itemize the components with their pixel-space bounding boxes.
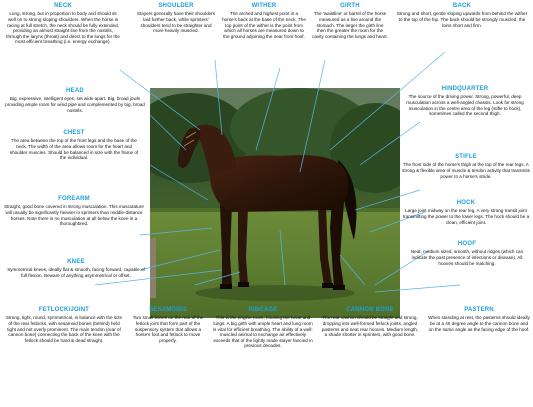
- label-fetlock: [4, 307, 124, 343]
- label-hock: [402, 200, 530, 225]
- shoulder-text: Stayers generally have their shoulders laid further back, while sprinters' shoulders tend to be straighter and more heavily muscled.: [136, 11, 216, 34]
- label-knee: [6, 259, 146, 279]
- hock-text: Large joint midway on the rear leg. A very strong transit joint transmitting the power to the lower legs. The hock should be a clean, efficient joint.: [402, 208, 530, 225]
- sesamoids-title: SESAMOIDS: [149, 307, 187, 313]
- hindquarter-text: The source of the driving power. Strong, powerful, deep musculation across a well-angled chassis. Look for strong musculation in the centre area of the leg (stifle to hock), sometimes called the second thigh.: [406, 94, 524, 117]
- chest-text: The area between the top of the front legs and the base of the neck. The width of the area allows room for the heart and shoulder muscles. Should be balanced in size with the frame of the individual.: [9, 138, 139, 161]
- leader-cannon: [340, 255, 365, 285]
- back-title: BACK: [452, 3, 472, 9]
- label-chest: [8, 130, 140, 161]
- leader-sesamoids: [195, 272, 240, 285]
- fetlock-text: Strong, tight, round, symmetrical, in balance with the size of the rear fetlocks, with sesamoid bones (behind) held tight and not overly prominent. The main tendon (rear of cannon bone) connecting the back of the knee with the fetlock should be hard & dead straight.: [5, 315, 123, 343]
- leader-knee: [140, 250, 220, 270]
- leader-shoulder: [215, 60, 222, 135]
- chest-title: CHEST: [63, 130, 85, 136]
- label-wither: [222, 3, 306, 39]
- stifle-title: STIFLE: [455, 154, 477, 160]
- wither-title: WITHER: [251, 3, 277, 9]
- label-neck: [6, 3, 120, 45]
- sesamoids-text: Two small bones on the rear of the fetlock joint that form part of the suspensory system that allows a horse's foot and fetlock to move properly.: [132, 315, 204, 343]
- leader-ribcage: [280, 230, 285, 285]
- ribcage-title: RIBCAGE: [248, 307, 278, 313]
- head-text: Big, expressive, intelligent eyes, set wide apart. Big, broad jowls providing ample room for wind pipe and complemented by big, broad nostrils.: [5, 96, 145, 113]
- leader-head: [150, 115, 186, 150]
- fetlock-title: FETLOCK/JOINT: [38, 307, 90, 313]
- label-head: [4, 88, 146, 113]
- ribcage-text: This is the engine room, housing the heart and lungs. A big girth with ample heart and lung room is vital for efficient breathing. The ability of a well-muscled animal to exchange air effectively exceeds that of the lightly made stayer fancied in previous decades.: [213, 315, 313, 349]
- pastern-title: PASTERN: [464, 307, 494, 313]
- shoulder-title: SHOULDER: [158, 3, 194, 9]
- label-girth: [312, 3, 388, 39]
- leader-pastern: [375, 285, 460, 292]
- forearm-title: FOREARM: [58, 196, 90, 202]
- cannon-title: CANNON BONE: [346, 307, 394, 313]
- cannon-text: The rear cannon should be straight and strong, dropping into well-formed fetlock joints, angled pasterns and neat rear hooves. Medium length, a shade shorter in sprinters, with good bone.: [321, 315, 419, 338]
- label-back: [396, 3, 528, 28]
- hindquarter-title: HINDQUARTER: [441, 86, 489, 92]
- label-ribcage: [212, 307, 314, 349]
- wither-text: The arched and highest point in a horse's back at the base of the neck. The top point of the wither is the point from which all horses are measured down to the ground adjoining the near front hoof.: [222, 11, 306, 39]
- knee-title: KNEE: [67, 259, 85, 265]
- neck-title: NECK: [54, 3, 72, 9]
- label-shoulder: [136, 3, 216, 34]
- knee-text: Symmetrical knees, ideally flat & smooth, facing forward, capable of full flexion. Beware of anything asymmetrical or offset.: [7, 267, 145, 278]
- girth-title: GIRTH: [340, 3, 360, 9]
- label-forearm: [4, 196, 144, 227]
- label-sesamoids: [132, 307, 204, 343]
- leader-forearm: [140, 228, 212, 235]
- hock-title: HOCK: [456, 200, 476, 206]
- label-cannon: [320, 307, 420, 338]
- head-title: HEAD: [66, 88, 84, 94]
- leader-wither: [256, 68, 280, 150]
- neck-text: Long, strong, but in proportion to body and should sit well on to strong sloping shoulders. When the horse is racing at full stretch, the neck should be fully extended, providing an almost straight line from the nostrils, through the larynx (throat) and direct to the lungs for the most efficient breathing (i.e. energy exchange).: [6, 11, 120, 45]
- label-hindquarter: [400, 86, 530, 117]
- label-stifle: [402, 154, 530, 179]
- hoof-text: Neat, medium sized, smooth, without ridges (which can indicate the past presence of infections or disease). All hooves should be matching.: [410, 249, 524, 266]
- leader-girth: [300, 60, 325, 172]
- leader-chest: [150, 165, 208, 200]
- stifle-text: The front side of the horse's thigh at the top of the rear legs. A strong & flexible area of muscle & tendon activity that transmits power to a horse's stride.: [402, 162, 530, 179]
- pastern-text: When standing at rest, the pasterns should ideally be at a 45 degree angle to the cannon bone and on the same angle as the facing edge of the hoof.: [428, 315, 530, 332]
- label-pastern: [428, 307, 530, 332]
- hoof-title: HOOF: [457, 241, 477, 247]
- forearm-text: Straight, good bone covered in strong musculation. This musculature will usually be significantly heavier in sprinters than middle-distance horses. Note there is no musculation at all below the knee in a thoroughbred.: [4, 204, 144, 227]
- girth-text: The 'waistline' or barrel of the horse measured as a line around the stomach. The larger the girth line then the greater the room for the cavity containing the lungs and heart.: [312, 11, 388, 39]
- label-hoof: [404, 241, 530, 266]
- back-text: Strong and short, gentle sloping upwards from behind the wither to the top of the hip. The back should be strongly muscled, the loins short and firm.: [396, 11, 528, 28]
